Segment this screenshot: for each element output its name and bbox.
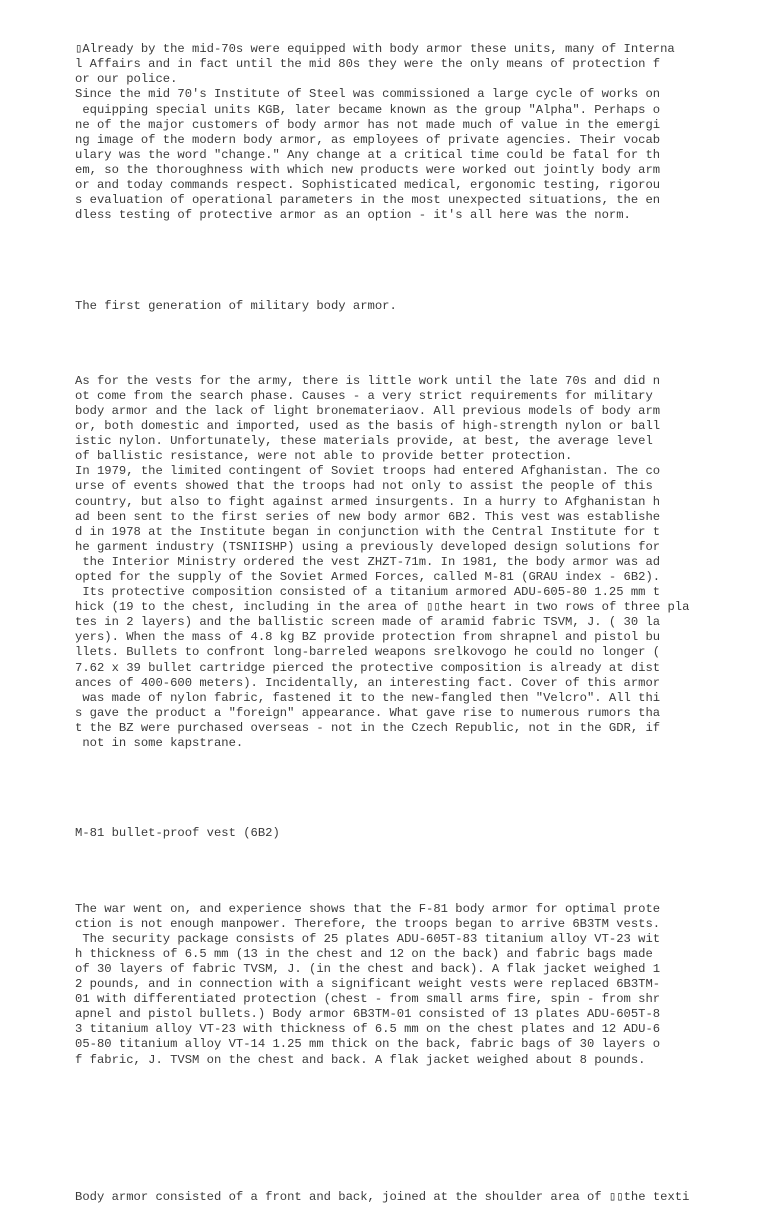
text-line: country, but also to fight against armed insurgents. In a hurry to Afghanistan h [75, 494, 661, 509]
text-line: h thickness of 6.5 mm (13 in the chest and 12 on the back) and fabric bags made [75, 946, 653, 961]
text-line: f fabric, J. TVSM on the chest and back. A flak jacket weighed about 8 pounds. [75, 1052, 646, 1067]
text-line: the Interior Ministry ordered the vest ZHZT-71m. In 1981, the body armor was ad [75, 554, 661, 569]
text-line: tes in 2 layers) and the ballistic screen made of aramid fabric TSVM, J. ( 30 la [75, 615, 661, 630]
text-line: or our police. [75, 72, 178, 87]
text-line: The war went on, and experience shows that the F-81 body armor for optimal prote [75, 901, 661, 916]
text-line: 3 titanium alloy VT-23 with thickness of 6.5 mm on the chest plates and 12 ADU-6 [75, 1022, 661, 1037]
text-line: or and today commands respect. Sophisticated medical, ergonomic testing, rigorou [75, 178, 661, 193]
paragraph-body-armor-construction [75, 1190, 768, 1205]
text-line: ances of 400-600 meters). Incidentally, an interesting fact. Cover of this armor [75, 675, 661, 690]
text-line: Since the mid 70's Institute of Steel was commissioned a large cycle of works on [75, 87, 661, 102]
text-line: ng image of the modern body armor, as employees of private agencies. Their vocab [75, 132, 661, 147]
text-line: t the BZ were purchased overseas - not in the Czech Republic, not in the GDR, if [75, 720, 661, 735]
text-line: ▯Already by the mid-70s were equipped with body armor these units, many of Interna [75, 42, 675, 57]
text-line: s evaluation of operational parameters in the most unexpected situations, the en [75, 193, 661, 208]
paragraph-6b3tm [75, 902, 768, 1068]
text-line: l Affairs and in fact until the mid 80s they were the only means of protection f [75, 57, 661, 72]
text-line: dless testing of protective armor as an option - it's all here was the norm. [75, 208, 631, 223]
text-line: 05-80 titanium alloy VT-14 1.25 mm thick on the back, fabric bags of 30 layers o [75, 1037, 661, 1052]
text-line: equipping special units KGB, later became known as the group "Alpha". Perhaps o [75, 102, 661, 117]
text-line: apnel and pistol bullets.) Body armor 6B3TM-01 consisted of 13 plates ADU-605T-8 [75, 1007, 661, 1022]
text-line: urse of events showed that the troops had not only to assist the people of this [75, 479, 653, 494]
document-page [75, 12, 768, 1220]
text-line: hick (19 to the chest, including in the area of ▯▯the heart in two rows of three pla [75, 600, 690, 615]
text-line: As for the vests for the army, there is little work until the late 70s and did n [75, 373, 661, 388]
text-line: s gave the product a "foreign" appearance. What gave rise to numerous rumors tha [75, 705, 661, 720]
text-line: yers). When the mass of 4.8 kg BZ provide protection from shrapnel and pistol bu [75, 630, 661, 645]
text-line: Its protective composition consisted of a titanium armored ADU-605-80 1.25 mm t [75, 585, 661, 600]
text-line: em, so the thoroughness with which new products were worked out jointly body arm [75, 162, 661, 177]
text-line: 7.62 x 39 bullet cartridge pierced the protective composition is already at dist [75, 660, 661, 675]
text-line: Body armor consisted of a front and back, joined at the shoulder area of ▯▯the texti [75, 1189, 690, 1204]
text-line: body armor and the lack of light bronemateriaov. All previous models of body arm [75, 403, 661, 418]
text-line: of ballistic resistance, were not able to provide better protection. [75, 449, 573, 464]
text-line: of 30 layers of fabric TVSM, J. (in the chest and back). A flak jacket weighed 1 [75, 961, 661, 976]
section-heading-first-generation: The first generation of military body armor. [75, 298, 397, 313]
text-line: The security package consists of 25 plates ADU-605T-83 titanium alloy VT-23 wit [75, 931, 661, 946]
text-line: not in some kapstrane. [75, 736, 244, 751]
text-line: llets. Bullets to confront long-barreled weapons srelkovogo he could no longer ( [75, 645, 661, 660]
text-line: ne of the major customers of body armor has not made much of value in the emergi [75, 117, 661, 132]
paragraph-army-vests [75, 374, 768, 751]
text-line: 01 with differentiated protection (chest - from small arms fire, spin - from shr [75, 992, 661, 1007]
text-line: ot come from the search phase. Causes - a very strict requirements for military [75, 388, 653, 403]
text-line: he garment industry (TSNIISHP) using a previously developed design solutions for [75, 539, 661, 554]
text-line: In 1979, the limited contingent of Soviet troops had entered Afghanistan. The co [75, 464, 661, 479]
paragraph-intro [75, 42, 768, 223]
text-line: or, both domestic and imported, used as the basis of high-strength nylon or ball [75, 419, 661, 434]
text-line: ction is not enough manpower. Therefore, the troops began to arrive 6B3TM vests. [75, 916, 661, 931]
text-line: opted for the supply of the Soviet Armed Forces, called M-81 (GRAU index - 6B2). [75, 570, 661, 584]
text-line: d in 1978 at the Institute began in conjunction with the Central Institute for t [75, 524, 661, 539]
text-line: 2 pounds, and in connection with a significant weight vests were replaced 6B3TM- [75, 977, 661, 992]
text-line: ulary was the word "change." Any change at a critical time could be fatal for th [75, 147, 661, 162]
text-line: istic nylon. Unfortunately, these materials provide, at best, the average level [75, 434, 653, 449]
text-line: was made of nylon fabric, fastened it to the new-fangled then "Velcro". All thi [75, 690, 661, 705]
text-line: ad been sent to the first series of new body armor 6B2. This vest was establishe [75, 509, 661, 524]
section-heading-m81: M-81 bullet-proof vest (6B2) [75, 826, 280, 841]
